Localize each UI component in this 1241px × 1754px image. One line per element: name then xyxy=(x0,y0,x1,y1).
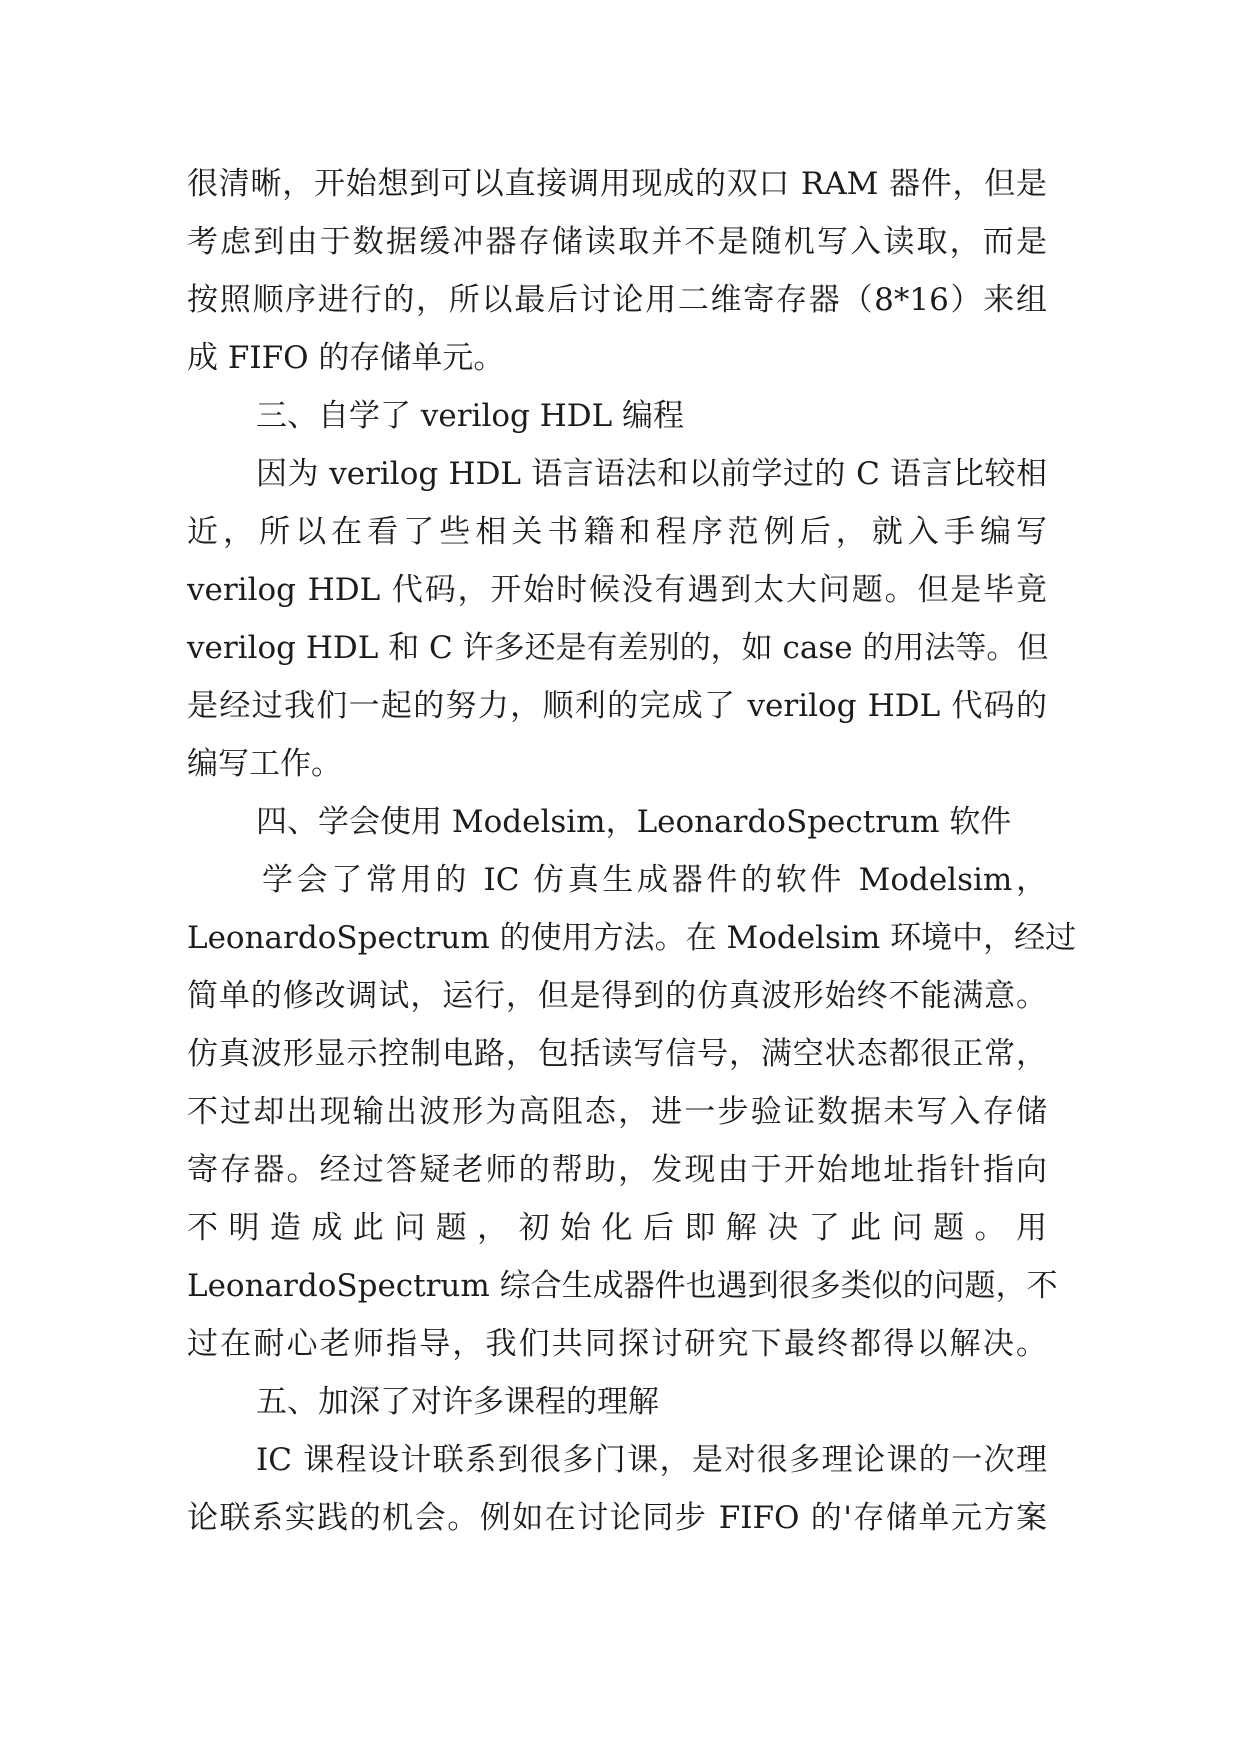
paragraph-line: 学会了常用的 IC 仿真生成器件的软件 Modelsim， xyxy=(262,862,1047,898)
paragraph-line: 是经过我们一起的努力，顺利的完成了 verilog HDL 代码的 xyxy=(187,688,1047,724)
paragraph-line: IC 课程设计联系到很多门课，是对很多理论课的一次理 xyxy=(256,1442,1047,1478)
paragraph-line: LeonardoSpectrum 的使用方法。在 Modelsim 环境中，经过 xyxy=(187,920,1077,956)
section-heading: 四、学会使用 Modelsim，LeonardoSpectrum 软件 xyxy=(256,804,1012,840)
paragraph-line: 寄存器。经过答疑老师的帮助，发现由于开始地址指针指向 xyxy=(187,1152,1047,1188)
paragraph-line: 仿真波形显示控制电路，包括读写信号，满空状态都很正常， xyxy=(187,1036,1047,1072)
section-heading: 三、自学了 verilog HDL 编程 xyxy=(256,398,685,434)
paragraph-line: 不明造成此问题，初始化后即解决了此问题。用 xyxy=(187,1210,1047,1246)
paragraph-line: verilog HDL 代码，开始时候没有遇到太大问题。但是毕竟 xyxy=(187,572,1047,608)
paragraph-line: verilog HDL 和 C 许多还是有差别的，如 case 的用法等。但 xyxy=(187,630,1049,666)
paragraph-line: 考虑到由于数据缓冲器存储读取并不是随机写入读取，而是 xyxy=(187,224,1047,260)
paragraph-line: 论联系实践的机会。例如在讨论同步 FIFO 的'存储单元方案 xyxy=(187,1500,1047,1536)
paragraph-line: LeonardoSpectrum 综合生成器件也遇到很多类似的问题，不 xyxy=(187,1268,1058,1304)
paragraph-line: 过在耐心老师指导，我们共同探讨研究下最终都得以解决。 xyxy=(187,1326,1047,1362)
paragraph-line: 近，所以在看了些相关书籍和程序范例后，就入手编写 xyxy=(187,514,1047,550)
paragraph-line: 按照顺序进行的，所以最后讨论用二维寄存器（8*16）来组 xyxy=(187,282,1047,318)
paragraph-line: 编写工作。 xyxy=(187,746,342,782)
paragraph-line: 简单的修改调试，运行，但是得到的仿真波形始终不能满意。 xyxy=(187,978,1047,1014)
paragraph-line: 很清晰，开始想到可以直接调用现成的双口 RAM 器件，但是 xyxy=(187,166,1047,202)
paragraph-line: 因为 verilog HDL 语言语法和以前学过的 C 语言比较相 xyxy=(256,456,1047,492)
paragraph-line: 成 FIFO 的存储单元。 xyxy=(187,340,505,376)
section-heading: 五、加深了对许多课程的理解 xyxy=(256,1384,659,1420)
paragraph-line: 不过却出现输出波形为高阻态，进一步验证数据未写入存储 xyxy=(187,1094,1047,1130)
